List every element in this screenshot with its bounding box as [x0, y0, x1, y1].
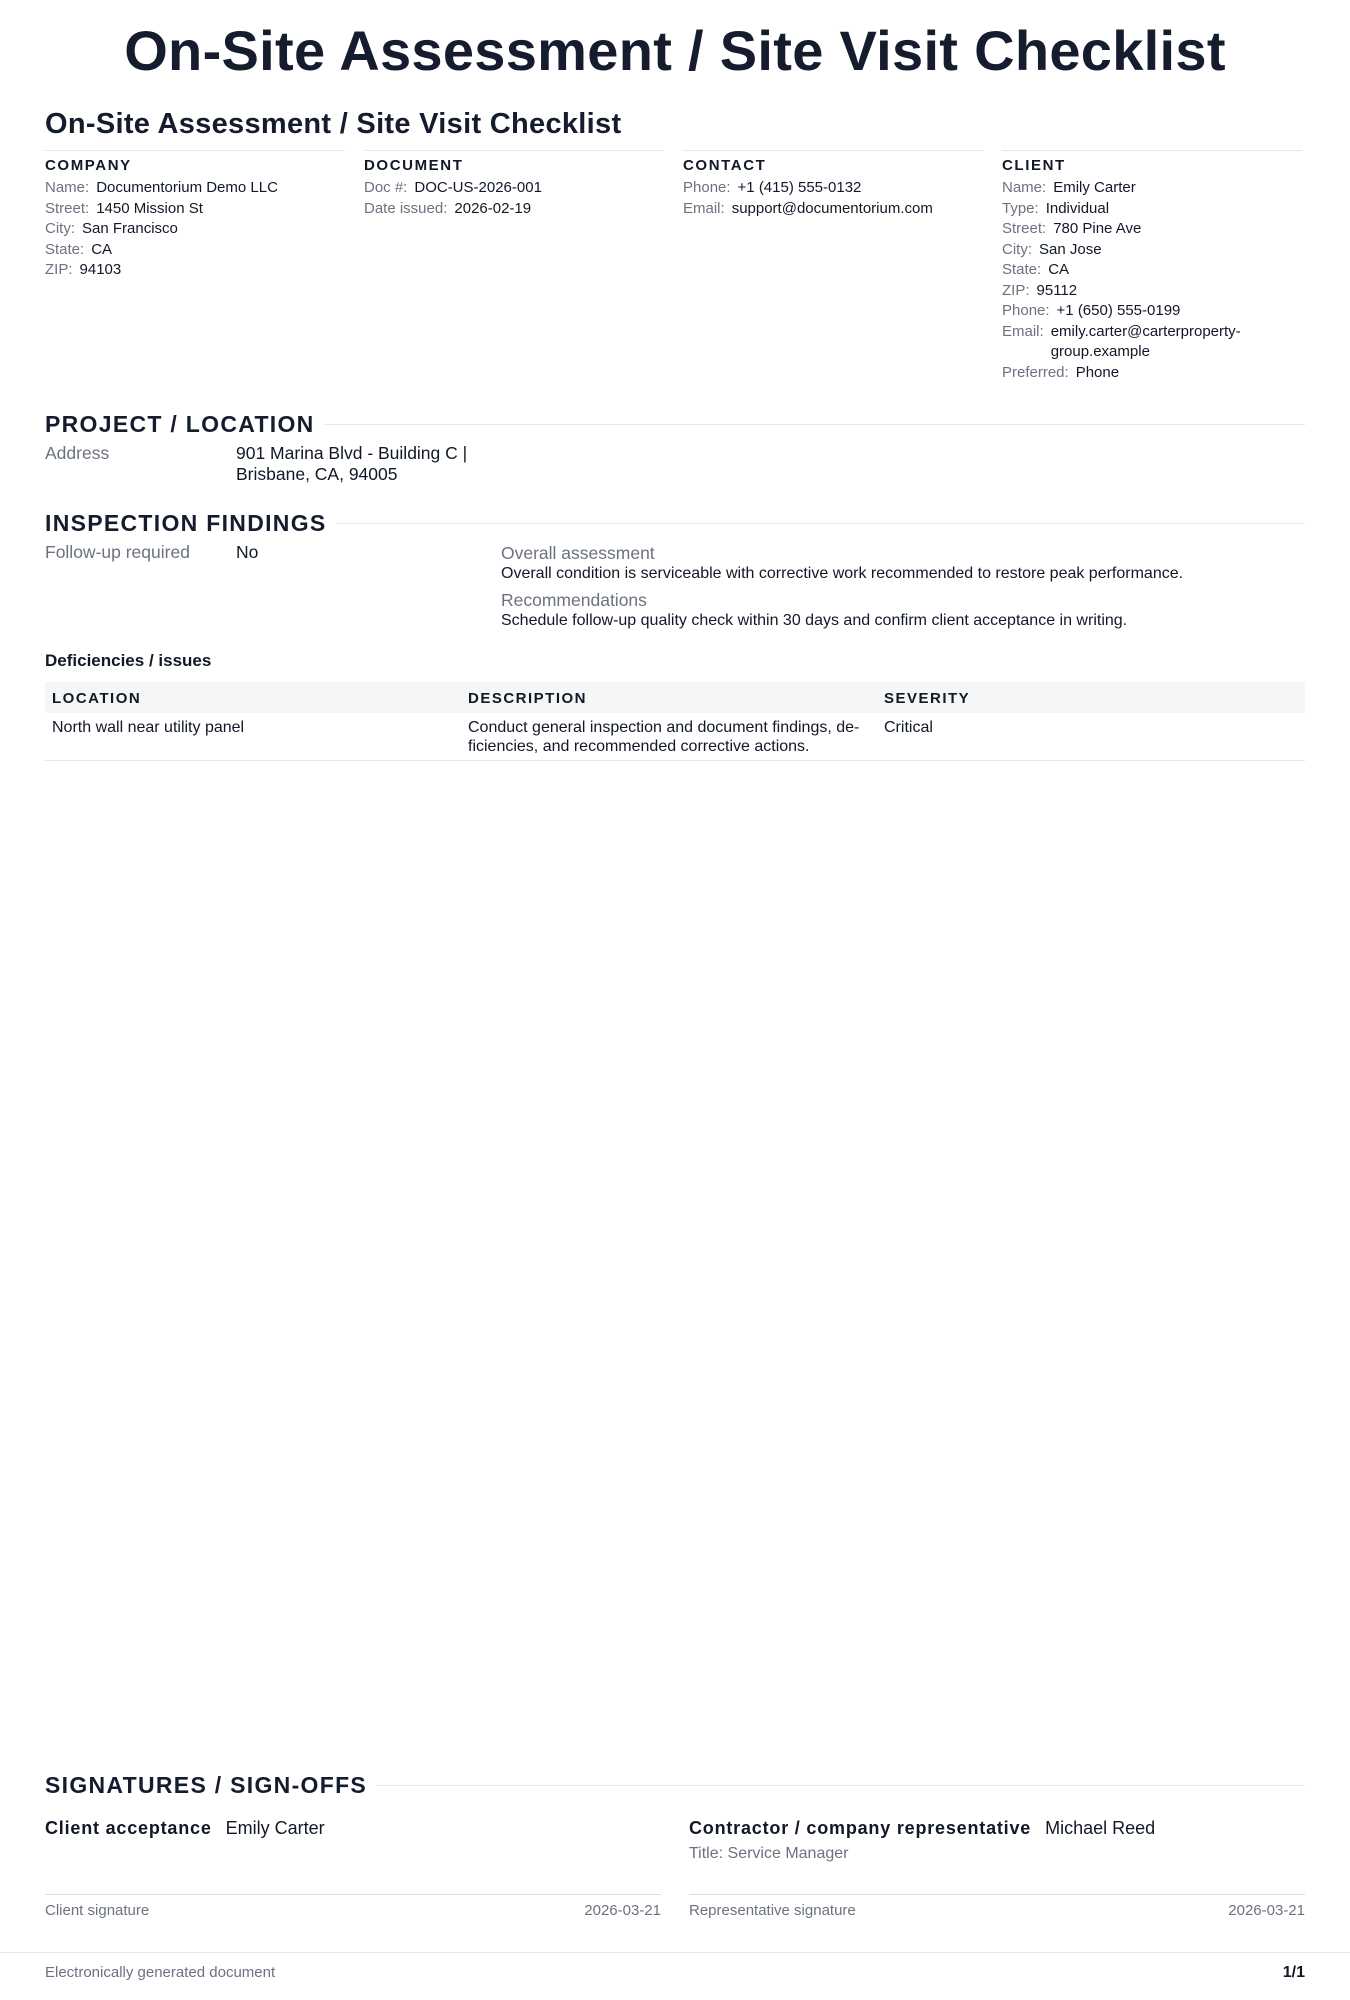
contact-heading: CONTACT — [683, 157, 767, 174]
project-location-section — [45, 410, 1305, 438]
client-signature-block — [45, 1818, 661, 1928]
contractor-title: Title: Service Manager — [689, 1845, 849, 1862]
deficiencies-table — [45, 682, 1305, 761]
client-heading: CLIENT — [1002, 157, 1066, 174]
field-label: Name: — [45, 179, 90, 196]
section-heading: SIGNATURES / SIGN-OFFS — [45, 1772, 368, 1798]
client-signature-label: Client signature — [45, 1902, 150, 1919]
field-label: ZIP: — [1002, 281, 1030, 299]
field-value: Emily Carter — [1053, 179, 1136, 196]
cell-location: North wall near utility panel — [45, 713, 461, 761]
field-label: Phone: — [683, 179, 731, 196]
client-name-row — [1002, 178, 1302, 199]
findings-body — [45, 542, 1305, 636]
footer-note: Electronically generated document — [45, 1964, 276, 1981]
company-street-row — [45, 199, 345, 220]
client-street-row — [1002, 219, 1302, 240]
field-value: 95112 — [1036, 281, 1078, 299]
address-value: 901 Marina Blvd - Building C | Brisbane, CA, 94005 — [236, 443, 468, 484]
field-value: San Francisco — [82, 220, 178, 237]
field-value: +1 (650) 555-0199 — [1056, 302, 1181, 319]
company-state-row — [45, 240, 345, 261]
company-name-row — [45, 178, 345, 199]
field-value: Phone — [1075, 363, 1120, 381]
field-value: CA — [1048, 261, 1070, 278]
client-signature-line[interactable] — [45, 1894, 661, 1895]
section-divider — [377, 1785, 1305, 1786]
overall-assessment-text: Overall condition is serviceable with corrective work recommended to restore peak performance. — [501, 565, 1184, 582]
followup-label: Follow-up required — [45, 542, 190, 562]
field-label: Street: — [45, 199, 90, 217]
client-type-row — [1002, 199, 1302, 220]
company-zip-row — [45, 260, 345, 281]
client-state-row — [1002, 260, 1302, 281]
table-row — [45, 713, 1305, 761]
info-grid — [45, 150, 1305, 383]
page-footer — [45, 1964, 1305, 1982]
cell-description: Conduct general inspection and document findings, de-ficiencies, and recommended corrective actions. — [461, 713, 877, 761]
address-label: Address — [45, 443, 110, 463]
document-block — [364, 150, 664, 383]
field-label: Doc #: — [364, 179, 408, 196]
recommendations-label: Recommendations — [501, 590, 647, 610]
contact-email-row — [683, 199, 983, 220]
field-value: Individual — [1045, 199, 1110, 217]
signatures-section — [45, 1771, 1305, 1799]
followup-value: No — [236, 542, 259, 562]
contact-block — [683, 150, 983, 383]
document-subtitle: On-Site Assessment / Site Visit Checklist — [45, 108, 622, 140]
deficiencies-title: Deficiencies / issues — [45, 651, 212, 670]
field-label: Date issued: — [364, 199, 448, 217]
field-value: 780 Pine Ave — [1053, 220, 1142, 237]
client-zip-row — [1002, 281, 1302, 302]
client-city-row — [1002, 240, 1302, 261]
field-label: City: — [1002, 240, 1032, 258]
page-title: On-Site Assessment / Site Visit Checklist — [124, 19, 1226, 82]
section-heading: INSPECTION FINDINGS — [45, 510, 327, 536]
overall-assessment-label: Overall assessment — [501, 543, 655, 563]
section-heading: PROJECT / LOCATION — [45, 411, 315, 437]
field-label: City: — [45, 220, 75, 237]
field-value: DOC-US-2026-001 — [414, 179, 542, 196]
doc-number-row — [364, 178, 664, 199]
section-divider — [325, 424, 1305, 425]
field-value: San Jose — [1039, 240, 1102, 258]
date-issued-row — [364, 199, 664, 220]
field-value: Documentorium Demo LLC — [96, 179, 278, 196]
inspection-findings-section — [45, 509, 1305, 537]
company-city-row — [45, 219, 345, 240]
contractor-signature-block — [689, 1818, 1305, 1928]
column-header-description: DESCRIPTION — [468, 690, 588, 707]
contractor-signature-label: Representative signature — [689, 1902, 856, 1919]
field-label: State: — [1002, 261, 1042, 278]
field-value: support@documentorium.com — [731, 199, 933, 217]
recommendations-text: Schedule follow-up quality check within 30 days and confirm client acceptance in writing. — [501, 612, 1128, 629]
client-block — [1002, 150, 1302, 383]
field-value: 94103 — [79, 261, 122, 278]
contractor-signer-name: Michael Reed — [1045, 1818, 1156, 1838]
field-value: 1450 Mission St — [96, 199, 203, 217]
contractor-signature-date: 2026-03-21 — [1228, 1902, 1305, 1919]
field-label: Email: — [1002, 322, 1044, 340]
table-header-row — [45, 682, 1305, 713]
field-label: Phone: — [1002, 302, 1050, 319]
field-label: Street: — [1002, 220, 1047, 237]
document-heading: DOCUMENT — [364, 157, 464, 174]
field-label: Email: — [683, 199, 725, 217]
client-email-row — [1002, 322, 1302, 363]
field-label: Name: — [1002, 179, 1047, 196]
column-header-severity: SEVERITY — [884, 690, 971, 707]
address-row — [45, 443, 1305, 484]
contact-phone-row — [683, 178, 983, 199]
field-value: emily.carter@carterproperty-group.example — [1050, 322, 1241, 360]
assessment-block — [501, 542, 1305, 636]
field-label: ZIP: — [45, 261, 73, 278]
footer-divider — [0, 1952, 1350, 1953]
page-number: 1/1 — [1282, 1964, 1305, 1981]
field-value: +1 (415) 555-0132 — [737, 179, 862, 196]
client-signature-date: 2026-03-21 — [584, 1902, 661, 1919]
cell-severity: Critical — [877, 713, 1305, 761]
field-label: Type: — [1002, 199, 1039, 217]
field-label: Preferred: — [1002, 363, 1069, 381]
company-heading: COMPANY — [45, 157, 132, 174]
section-divider — [337, 523, 1305, 524]
client-signer-name: Emily Carter — [225, 1818, 325, 1838]
field-value: 2026-02-19 — [454, 199, 532, 217]
column-header-location: LOCATION — [52, 690, 142, 707]
company-block — [45, 150, 345, 383]
client-phone-row — [1002, 301, 1302, 322]
contractor-role-label: Contractor / company representative — [689, 1818, 1032, 1838]
field-label: State: — [45, 240, 85, 258]
client-preferred-row — [1002, 363, 1302, 384]
contractor-signature-line[interactable] — [689, 1894, 1305, 1895]
signature-row — [45, 1818, 1305, 1928]
client-role-label: Client acceptance — [45, 1818, 212, 1838]
field-value: CA — [91, 240, 113, 258]
